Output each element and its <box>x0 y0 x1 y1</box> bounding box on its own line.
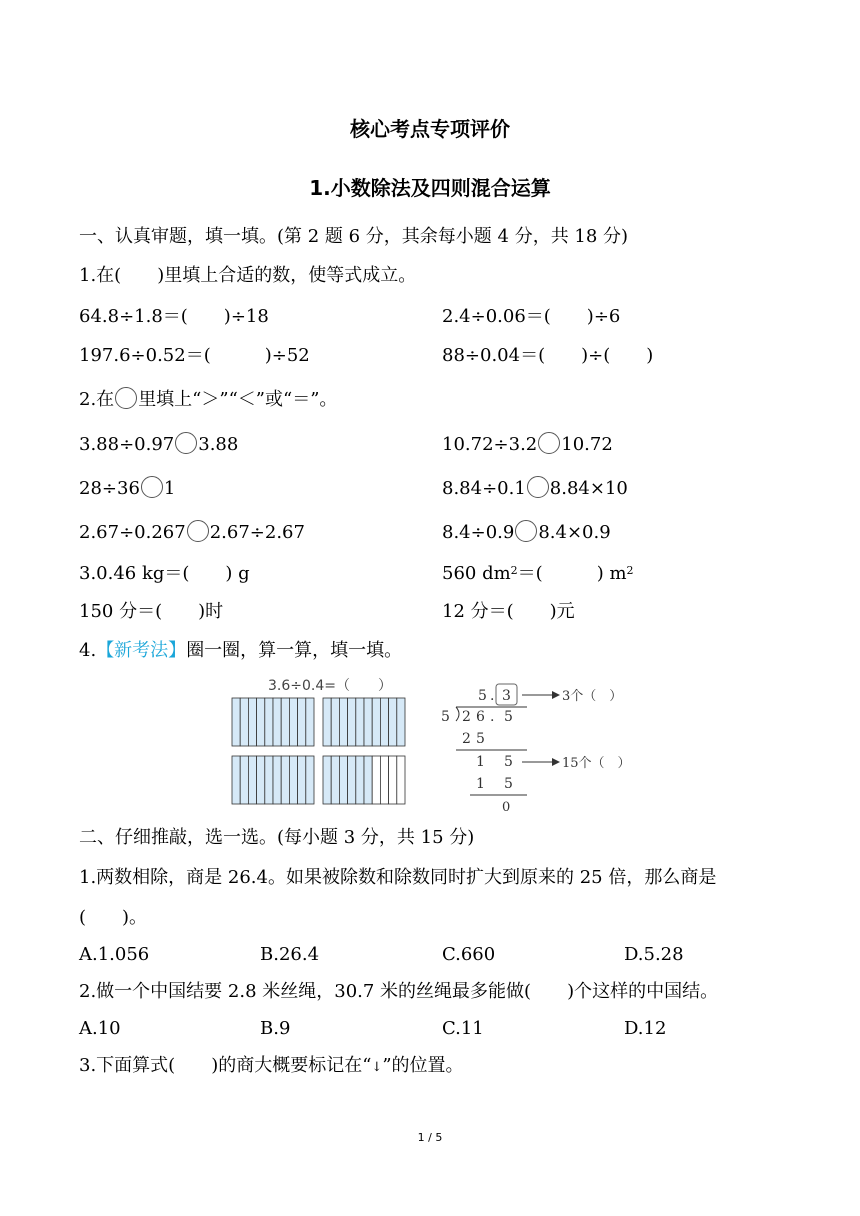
grid-cell <box>380 756 388 804</box>
q2-prompt <box>79 387 337 412</box>
grid-cell <box>273 698 281 746</box>
long-division-figure <box>436 680 636 812</box>
s2-q3-line: 3.下面算式( )的商大概要标记在“↓”的位置。 <box>79 1055 464 1076</box>
grid-cell <box>323 756 331 804</box>
svg-text:1: 1 <box>476 754 485 770</box>
figure-expression: 3.6÷0.4=（ ） <box>268 678 392 694</box>
grid-cell <box>339 756 347 804</box>
option-b[interactable]: B.26.4 <box>260 944 320 965</box>
grid-cell <box>240 756 248 804</box>
option-d[interactable]: D.5.28 <box>624 944 684 965</box>
grid-cell <box>306 756 314 804</box>
q1-item-a: 64.8÷1.8＝( )÷18 <box>79 306 269 327</box>
quotient-digit: 5 <box>478 688 487 704</box>
q3-item-c: 150 分＝( )时 <box>79 601 224 622</box>
s2-q1-line2: ( )。 <box>79 907 148 928</box>
svg-text:5: 5 <box>504 754 513 770</box>
arrow-head-icon <box>552 758 560 766</box>
grid-cell <box>364 756 372 804</box>
page-number: 1 / 5 <box>417 1131 443 1144</box>
q1-item-c: 197.6÷0.52＝( )÷52 <box>79 345 310 366</box>
grid-cell <box>298 698 306 746</box>
grid-cell <box>265 698 273 746</box>
option-d[interactable]: D.12 <box>624 1018 667 1039</box>
q2-prompt-after: 里填上“＞”“＜”或“＝”。 <box>138 389 338 410</box>
note-15: 15个（ ） <box>562 756 631 771</box>
svg-text:1: 1 <box>476 776 485 792</box>
svg-text:.: . <box>490 709 495 725</box>
new-method-tag: 【新考法】 <box>96 640 187 661</box>
grid-cell <box>372 698 380 746</box>
grid-cell <box>389 698 397 746</box>
grid-cell <box>289 698 297 746</box>
q4-prompt: 4.【新考法】圈一圈，算一算，填一填。 <box>79 640 403 661</box>
grid-cell <box>331 756 339 804</box>
grid-cell <box>248 698 256 746</box>
q2-item: 8.84÷0.1 8.84×10 <box>442 478 628 499</box>
grid-cell <box>298 756 306 804</box>
q2-item: 2.67÷0.267 2.67÷2.67 <box>79 522 305 543</box>
section2-heading: 二、仔细推敲，选一选。(每小题 3 分，共 15 分) <box>79 827 475 848</box>
grid-cell <box>265 756 273 804</box>
grid-cell <box>397 756 405 804</box>
grid-cell <box>323 698 331 746</box>
compare-circle-icon[interactable] <box>175 432 197 454</box>
q2-item: 3.88÷0.97 3.88 <box>79 434 239 455</box>
grid-cell <box>397 698 405 746</box>
svg-text:0: 0 <box>502 800 511 812</box>
q2-prompt-before: 2.在 <box>79 389 115 410</box>
q2-item: 10.72÷3.2 10.72 <box>442 434 613 455</box>
section1-heading: 一、认真审题，填一填。(第 2 题 6 分，其余每小题 4 分，共 18 分) <box>79 226 629 247</box>
grid-cell <box>248 756 256 804</box>
svg-text:5: 5 <box>504 776 513 792</box>
compare-circle-icon[interactable] <box>527 476 549 498</box>
svg-text:6: 6 <box>476 709 485 725</box>
down-arrow-icon: ↓ <box>371 1060 383 1075</box>
grid-cell <box>389 756 397 804</box>
grid-cell <box>257 698 265 746</box>
q2-item: 8.4÷0.9 8.4×0.9 <box>442 522 611 543</box>
q1-item-b: 2.4÷0.06＝( )÷6 <box>442 306 621 327</box>
q1-item-d: 88÷0.04＝( )÷( ) <box>442 345 654 366</box>
option-c[interactable]: C.660 <box>442 944 496 965</box>
division-bracket <box>456 707 459 721</box>
grid-cell <box>306 698 314 746</box>
decimal-grid-figure <box>230 697 412 807</box>
grid-cell <box>372 756 380 804</box>
grid-cell <box>257 756 265 804</box>
grid-cell <box>289 756 297 804</box>
q1-prompt: 1.在( )里填上合适的数，使等式成立。 <box>79 265 417 286</box>
compare-circle-icon <box>115 387 137 409</box>
quotient-digit: 3 <box>502 688 511 704</box>
q3-item-b: 560 $dm^2=$( ) $m^2$ <box>442 563 634 584</box>
document-subtitle: 1.小数除法及四则混合运算 <box>309 176 551 200</box>
option-a[interactable]: A.1.056 <box>79 944 150 965</box>
divisor: 5 <box>441 709 450 725</box>
svg-text:2: 2 <box>462 709 471 725</box>
option-b[interactable]: B.9 <box>260 1018 291 1039</box>
document-title: 核心考点专项评价 <box>350 117 510 141</box>
grid-cell <box>273 756 281 804</box>
svg-text:5: 5 <box>504 709 513 725</box>
compare-circle-icon[interactable] <box>515 520 537 542</box>
compare-circle-icon[interactable] <box>187 520 209 542</box>
grid-blocks <box>232 698 405 804</box>
grid-cell <box>348 756 356 804</box>
arrow-head-icon <box>552 691 560 699</box>
grid-cell <box>339 698 347 746</box>
grid-cell <box>364 698 372 746</box>
s2-q2-line: 2.做一个中国结要 2.8 米丝绳，30.7 米的丝绳最多能做( )个这样的中国结。 <box>79 981 719 1002</box>
svg-text:5: 5 <box>476 731 485 747</box>
note-3: 3个（ ） <box>562 689 623 704</box>
q2-item: 28÷36 1 <box>79 478 176 499</box>
svg-text:2: 2 <box>462 731 471 747</box>
quotient-point: . <box>490 688 495 704</box>
option-a[interactable]: A.10 <box>79 1018 121 1039</box>
compare-circle-icon[interactable] <box>141 476 163 498</box>
q3-item-a: 3.0.46 kg＝( ) g <box>79 563 250 584</box>
grid-cell <box>380 698 388 746</box>
grid-cell <box>348 698 356 746</box>
s2-q1-line1: 1.两数相除，商是 26.4。如果被除数和除数同时扩大到原来的 25 倍，那么商是 <box>79 867 717 888</box>
compare-circle-icon[interactable] <box>538 432 560 454</box>
grid-cell <box>281 698 289 746</box>
grid-cell <box>356 756 364 804</box>
grid-cell <box>356 698 364 746</box>
q3-item-d: 12 分＝( )元 <box>442 601 575 622</box>
grid-cell <box>331 698 339 746</box>
grid-cell <box>240 698 248 746</box>
grid-cell <box>281 756 289 804</box>
grid-cell <box>232 698 240 746</box>
option-c[interactable]: C.11 <box>442 1018 484 1039</box>
grid-cell <box>232 756 240 804</box>
